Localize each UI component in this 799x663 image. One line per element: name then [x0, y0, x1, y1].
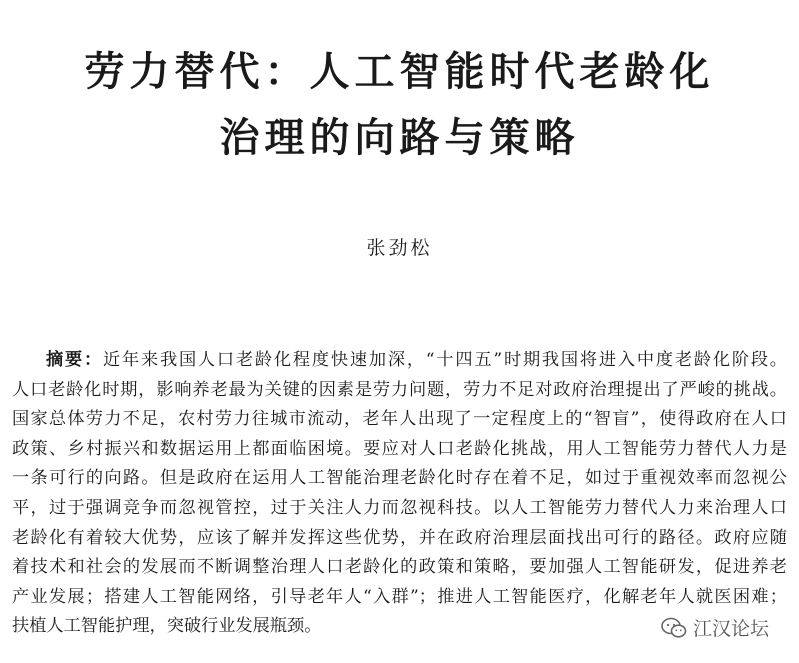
abstract-line: 一条可行的向路。但是政府在运用人工智能治理老龄化时存在着不足，如过于重视效率而忽视公: [12, 468, 787, 489]
watermark-text: 江汉论坛: [692, 618, 769, 640]
abstract: [12, 346, 787, 642]
watermark: [661, 614, 769, 641]
abstract-label: 摘要：: [46, 350, 103, 370]
author: 张劲松: [366, 237, 433, 259]
abstract-line: 人口老龄化时期，影响养老最为关键的因素是劳力问题，劳力不足对政府治理提出了严峻的挑战。: [12, 379, 787, 400]
abstract-line: [12, 346, 787, 376]
abstract-line: 产业发展；搭建人工智能网络，引导老年人“入群”；推进人工智能医疗，化解老年人就医困难；: [12, 586, 787, 607]
wechat-icon: [661, 617, 687, 639]
title-line-1: 劳力替代：人工智能时代老龄化: [84, 49, 715, 95]
abstract-line: 政策、乡村振兴和数据运用上都面临困境。要应对人口老龄化挑战，用人工智能劳力替代人力是: [12, 438, 787, 459]
title-line-2: 治理的向路与策略: [219, 115, 580, 161]
abstract-text: 近年来我国人口老龄化程度快速加深，“十四五”时期我国将进入中度老龄化阶段。: [102, 350, 787, 370]
abstract-line: 扶植人工智能护理，突破行业发展瓶颈。: [12, 616, 322, 637]
abstract-line: 着技术和社会的发展而不断调整治理人口老龄化的政策和策略，要加强人工智能研发，促进养老: [12, 557, 787, 578]
abstract-line: 老龄化有着较大优势，应该了解并发挥这些优势，并在政府治理层面找出可行的路径。政府应随: [12, 527, 787, 548]
abstract-line: 平，过于强调竞争而忽视管控，过于关注人力而忽视科技。以人工智能劳力替代人力来治理人口: [12, 497, 787, 518]
abstract-line: 国家总体劳力不足，农村劳力往城市流动，老年人出现了一定程度上的“智盲”，使得政府在人口: [12, 409, 787, 430]
